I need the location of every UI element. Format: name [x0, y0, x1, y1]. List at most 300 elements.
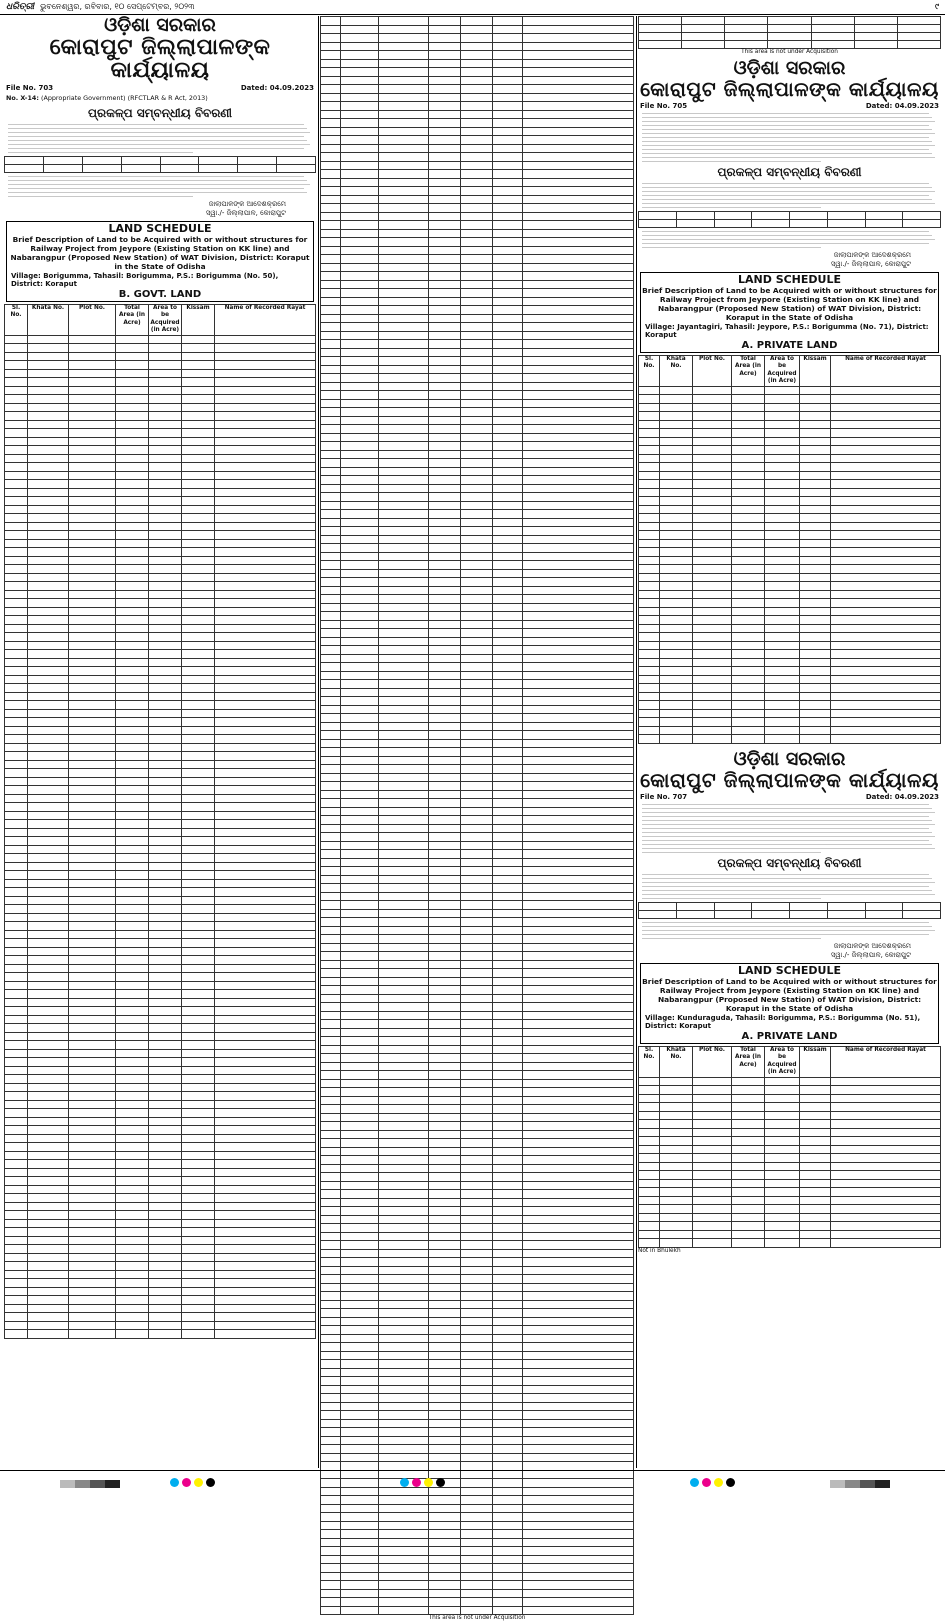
table-cell — [341, 1606, 379, 1615]
table-cell — [461, 1181, 493, 1190]
table-cell — [429, 1530, 461, 1539]
table-cell — [831, 633, 941, 642]
table-cell — [523, 161, 634, 170]
table-cell — [69, 633, 116, 642]
table-cell — [182, 667, 215, 676]
table-cell — [341, 807, 379, 816]
table-cell — [379, 1232, 429, 1241]
table-cell — [493, 76, 523, 85]
table-cell — [379, 1147, 429, 1156]
table-cell — [429, 263, 461, 272]
table-cell — [523, 790, 634, 799]
table-cell — [28, 650, 69, 659]
table-cell — [321, 1003, 341, 1012]
table-cell — [5, 1253, 28, 1262]
table-cell — [379, 1037, 429, 1046]
table-cell — [69, 1168, 116, 1177]
table-cell — [379, 25, 429, 34]
table-cell — [523, 340, 634, 349]
table-cell — [5, 939, 28, 948]
table-cell — [5, 641, 28, 650]
table-row — [321, 51, 634, 60]
table-cell — [215, 998, 316, 1007]
table-cell — [321, 977, 341, 986]
table-row — [321, 1436, 634, 1445]
table-cell — [660, 701, 693, 710]
table-cell — [321, 1334, 341, 1343]
table-cell — [5, 1041, 28, 1050]
table-cell — [379, 1504, 429, 1513]
table-cell — [461, 1003, 493, 1012]
table-cell — [116, 990, 149, 999]
table-cell — [321, 807, 341, 816]
table-cell — [732, 1162, 765, 1171]
table-cell — [379, 994, 429, 1003]
table-cell — [69, 735, 116, 744]
table-row — [321, 408, 634, 417]
table-cell — [461, 816, 493, 825]
table-cell — [69, 616, 116, 625]
table-cell — [379, 578, 429, 587]
table-cell — [732, 1222, 765, 1231]
table-cell — [149, 888, 182, 897]
table-cell — [379, 680, 429, 689]
table-cell — [215, 777, 316, 786]
table-cell — [116, 378, 149, 387]
table-cell — [69, 1075, 116, 1084]
table-row — [321, 42, 634, 51]
table-cell — [660, 1205, 693, 1214]
table-cell — [493, 1445, 523, 1454]
table-cell — [321, 1207, 341, 1216]
table-cell — [341, 926, 379, 935]
table-cell — [215, 650, 316, 659]
table-cell — [5, 488, 28, 497]
table-cell — [523, 484, 634, 493]
table-cell — [215, 1024, 316, 1033]
table-cell — [732, 573, 765, 582]
table-cell — [639, 531, 660, 540]
table-cell — [28, 709, 69, 718]
table-cell — [800, 667, 831, 676]
table-cell — [523, 442, 634, 451]
table-cell — [765, 1196, 800, 1205]
table-row — [321, 680, 634, 689]
table-cell — [800, 497, 831, 506]
table-row — [321, 450, 634, 459]
table-cell — [831, 403, 941, 412]
table-cell — [149, 1075, 182, 1084]
table-cell — [182, 1253, 215, 1262]
table-cell — [461, 484, 493, 493]
schedule-705-title: LAND SCHEDULE — [738, 272, 841, 286]
table-cell — [321, 544, 341, 553]
table-cell — [639, 1179, 660, 1188]
table-cell — [461, 1326, 493, 1335]
table-row — [5, 344, 316, 353]
table-cell — [493, 314, 523, 323]
table-cell — [182, 386, 215, 395]
table-cell — [321, 255, 341, 264]
table-cell — [28, 820, 69, 829]
schedule-703-continued-table — [320, 16, 634, 1615]
table-cell — [493, 1564, 523, 1573]
table-cell — [69, 871, 116, 880]
table-cell — [28, 930, 69, 939]
table-cell — [800, 726, 831, 735]
notice-705-sign-2: ସ୍ୱା./- ଜିଲ୍ଲାପାଳ, କୋରାପୁଟ — [830, 259, 911, 268]
table-cell — [765, 420, 800, 429]
table-cell — [461, 272, 493, 281]
table-cell — [321, 433, 341, 442]
table-cell — [765, 582, 800, 591]
table-cell — [523, 765, 634, 774]
table-cell — [461, 195, 493, 204]
print-strip — [0, 1470, 945, 1499]
table-cell — [28, 1330, 69, 1339]
table-cell — [116, 905, 149, 914]
table-cell — [732, 667, 765, 676]
table-cell — [28, 1321, 69, 1330]
table-cell — [379, 263, 429, 272]
table-cell — [379, 42, 429, 51]
table-row — [639, 437, 941, 446]
table-cell — [800, 675, 831, 684]
table-cell — [321, 493, 341, 502]
table-row — [321, 578, 634, 587]
table-cell — [321, 867, 341, 876]
table-cell — [800, 692, 831, 701]
table-row — [321, 654, 634, 663]
table-cell — [379, 892, 429, 901]
table-cell — [5, 930, 28, 939]
table-cell — [429, 195, 461, 204]
table-cell — [149, 1015, 182, 1024]
table-cell — [149, 820, 182, 829]
table-cell — [149, 930, 182, 939]
table-cell — [461, 646, 493, 655]
table-cell — [341, 833, 379, 842]
table-cell — [379, 187, 429, 196]
table-cell — [523, 238, 634, 247]
table-cell — [429, 1555, 461, 1564]
table-cell — [69, 514, 116, 523]
table-cell — [461, 1062, 493, 1071]
table-cell — [321, 1309, 341, 1318]
table-cell — [215, 1296, 316, 1305]
table-cell — [523, 612, 634, 621]
table-cell — [732, 616, 765, 625]
table-cell — [215, 862, 316, 871]
table-row — [639, 1103, 941, 1112]
table-cell — [5, 1236, 28, 1245]
table-cell — [765, 488, 800, 497]
table-row — [639, 658, 941, 667]
table-cell — [5, 539, 28, 548]
table-cell — [461, 1428, 493, 1437]
table-cell — [215, 641, 316, 650]
table-cell — [69, 794, 116, 803]
table-cell — [149, 369, 182, 378]
table-cell — [461, 1462, 493, 1471]
table-cell — [379, 127, 429, 136]
table-cell — [5, 820, 28, 829]
table-cell — [639, 616, 660, 625]
table-cell — [5, 548, 28, 557]
table-row — [5, 1262, 316, 1271]
table-cell — [149, 896, 182, 905]
table-row — [5, 701, 316, 710]
table-row — [5, 437, 316, 446]
table-cell — [461, 909, 493, 918]
table-row — [321, 306, 634, 315]
table-cell — [5, 769, 28, 778]
table-cell — [341, 1564, 379, 1573]
table-cell — [182, 633, 215, 642]
table-cell — [215, 735, 316, 744]
table-cell — [116, 539, 149, 548]
table-cell — [429, 1122, 461, 1131]
table-cell — [693, 582, 732, 591]
table-cell — [5, 522, 28, 531]
table-cell — [182, 548, 215, 557]
text-line — [642, 878, 932, 879]
table-cell — [660, 1196, 693, 1205]
table-cell — [660, 1137, 693, 1146]
table-cell — [660, 565, 693, 574]
table-cell — [116, 1270, 149, 1279]
table-row — [5, 624, 316, 633]
table-cell — [341, 518, 379, 527]
table-cell — [639, 1188, 660, 1197]
table-cell — [116, 1041, 149, 1050]
table-cell — [493, 1283, 523, 1292]
table-cell — [693, 709, 732, 718]
table-cell — [116, 896, 149, 905]
table-cell — [149, 667, 182, 676]
table-cell — [379, 110, 429, 119]
table-cell — [429, 646, 461, 655]
table-cell — [116, 947, 149, 956]
table-cell — [379, 935, 429, 944]
table-cell — [215, 471, 316, 480]
table-cell — [321, 1275, 341, 1284]
table-cell — [461, 17, 493, 26]
table-cell — [831, 650, 941, 659]
table-cell — [215, 1304, 316, 1313]
table-cell — [321, 1088, 341, 1097]
table-cell — [461, 1088, 493, 1097]
table-cell — [493, 1198, 523, 1207]
table-cell — [149, 794, 182, 803]
table-cell — [732, 1145, 765, 1154]
table-cell — [493, 586, 523, 595]
table-cell — [523, 994, 634, 1003]
table-cell — [215, 1083, 316, 1092]
table-cell — [321, 1530, 341, 1539]
table-cell — [321, 246, 341, 255]
table-cell — [321, 943, 341, 952]
table-cell — [693, 675, 732, 684]
table-cell — [215, 1185, 316, 1194]
table-cell — [461, 1232, 493, 1241]
table-cell — [341, 433, 379, 442]
table-cell — [831, 548, 941, 557]
table-cell — [461, 306, 493, 315]
table-cell — [116, 429, 149, 438]
table-cell — [660, 726, 693, 735]
table-cell — [461, 1411, 493, 1420]
table-row — [5, 726, 316, 735]
table-cell — [493, 1292, 523, 1301]
table-cell — [461, 960, 493, 969]
table-row — [5, 1100, 316, 1109]
table-cell — [149, 726, 182, 735]
table-cell — [28, 395, 69, 404]
table-cell — [182, 947, 215, 956]
table-cell — [182, 497, 215, 506]
table-cell — [660, 735, 693, 744]
table-cell — [379, 331, 429, 340]
table-cell — [149, 854, 182, 863]
table-cell — [831, 1154, 941, 1163]
table-cell — [321, 569, 341, 578]
table-cell — [182, 803, 215, 812]
table-cell — [660, 1103, 693, 1112]
table-cell — [28, 896, 69, 905]
table-cell — [429, 34, 461, 43]
table-cell — [800, 539, 831, 548]
table-cell — [149, 1253, 182, 1262]
table-cell — [379, 765, 429, 774]
table-cell — [28, 1228, 69, 1237]
table-cell — [182, 1185, 215, 1194]
table-cell — [461, 1538, 493, 1547]
table-cell — [639, 1120, 660, 1129]
table-cell — [461, 442, 493, 451]
table-cell — [379, 1334, 429, 1343]
table-cell — [693, 1188, 732, 1197]
table-cell — [116, 862, 149, 871]
table-cell — [429, 331, 461, 340]
table-cell — [341, 357, 379, 366]
table-cell — [69, 1202, 116, 1211]
table-cell — [493, 1266, 523, 1275]
table-cell — [693, 616, 732, 625]
table-cell — [493, 1589, 523, 1598]
table-cell — [639, 735, 660, 744]
table-cell — [765, 1128, 800, 1137]
table-cell — [831, 1077, 941, 1086]
table-cell — [523, 1317, 634, 1326]
table-cell — [461, 450, 493, 459]
table-cell — [831, 607, 941, 616]
table-cell — [341, 1343, 379, 1352]
table-row — [321, 1419, 634, 1428]
table-row — [321, 943, 634, 952]
table-cell — [461, 1207, 493, 1216]
table-cell — [523, 493, 634, 502]
table-cell — [341, 1530, 379, 1539]
text-line — [642, 207, 821, 208]
table-row — [5, 1092, 316, 1101]
table-cell — [800, 446, 831, 455]
table-cell — [341, 1402, 379, 1411]
table-cell — [732, 590, 765, 599]
table-cell — [379, 1266, 429, 1275]
table-cell — [116, 1211, 149, 1220]
table-cell — [321, 714, 341, 723]
table-cell — [429, 688, 461, 697]
table-cell — [379, 314, 429, 323]
table-cell — [182, 624, 215, 633]
notice-703-closing — [6, 176, 314, 197]
table-cell — [69, 879, 116, 888]
table-row — [321, 1266, 634, 1275]
table-cell — [429, 1419, 461, 1428]
table-cell — [5, 658, 28, 667]
table-cell — [493, 1368, 523, 1377]
table-cell — [321, 1037, 341, 1046]
table-cell — [28, 1287, 69, 1296]
table-cell — [493, 612, 523, 621]
table-cell — [461, 1581, 493, 1590]
table-row — [321, 1445, 634, 1454]
table-cell — [28, 1092, 69, 1101]
table-cell — [765, 735, 800, 744]
table-cell — [523, 1300, 634, 1309]
table-row — [321, 102, 634, 111]
table-row — [321, 374, 634, 383]
table-cell — [5, 718, 28, 727]
table-cell — [69, 1296, 116, 1305]
schedule-707-title: LAND SCHEDULE — [738, 963, 841, 977]
table-cell — [429, 102, 461, 111]
table-row — [5, 1219, 316, 1228]
table-cell — [725, 41, 768, 49]
table-cell — [461, 1436, 493, 1445]
table-row — [5, 616, 316, 625]
table-cell — [379, 1428, 429, 1437]
table-cell — [765, 599, 800, 608]
table-cell — [732, 395, 765, 404]
table-cell — [321, 1096, 341, 1105]
notice-703-dated: Dated: 04.09.2023 — [240, 84, 314, 93]
table-row — [5, 1143, 316, 1152]
table-cell — [321, 68, 341, 77]
table-cell — [660, 641, 693, 650]
table-cell — [461, 756, 493, 765]
table-cell — [493, 510, 523, 519]
table-cell — [732, 556, 765, 565]
table-cell — [379, 382, 429, 391]
table-cell — [321, 1300, 341, 1309]
table-cell — [341, 484, 379, 493]
table-cell — [116, 463, 149, 472]
table-cell — [693, 437, 732, 446]
table-cell — [69, 573, 116, 582]
table-cell — [493, 1402, 523, 1411]
table-row — [321, 612, 634, 621]
table-cell — [28, 1202, 69, 1211]
table-cell — [461, 399, 493, 408]
table-cell — [215, 531, 316, 540]
table-row — [321, 688, 634, 697]
table-cell — [693, 514, 732, 523]
table-cell — [461, 119, 493, 128]
table-cell — [429, 297, 461, 306]
table-cell — [493, 1521, 523, 1530]
